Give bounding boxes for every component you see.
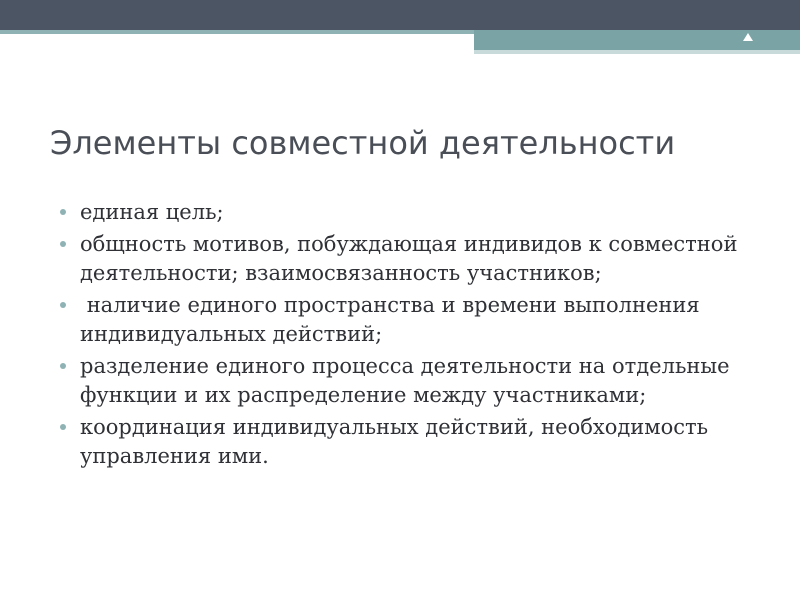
triangle-marker-icon	[743, 33, 753, 41]
header-dark-band	[0, 0, 800, 30]
header-teal-line	[0, 30, 474, 34]
bullet-text: разделение единого процесса деятельности на отдельные функции и их распределение между участниками;	[80, 354, 730, 407]
bullet-text: единая цель;	[80, 200, 224, 224]
slide-title: Элементы совместной деятельности	[50, 124, 676, 162]
bullet-dot-icon	[60, 241, 66, 247]
bullet-dot-icon	[60, 302, 66, 308]
bullet-text: общность мотивов, побуждающая индивидов к совместной деятельности; взаимосвязанность участников;	[80, 232, 738, 285]
bullet-dot-icon	[60, 363, 66, 369]
bullet-item	[60, 291, 740, 349]
bullet-text: наличие единого пространства и времени выполнения индивидуальных действий;	[80, 293, 707, 346]
bullet-item	[60, 413, 740, 471]
bullet-text: координация индивидуальных действий, необходимость управления ими.	[80, 415, 709, 468]
bullet-dot-icon	[60, 424, 66, 430]
bullet-item	[60, 198, 740, 227]
bullet-list	[60, 198, 740, 474]
bullet-dot-icon	[60, 209, 66, 215]
bullet-item	[60, 230, 740, 288]
bullet-item	[60, 352, 740, 410]
header-light-band	[474, 50, 800, 54]
